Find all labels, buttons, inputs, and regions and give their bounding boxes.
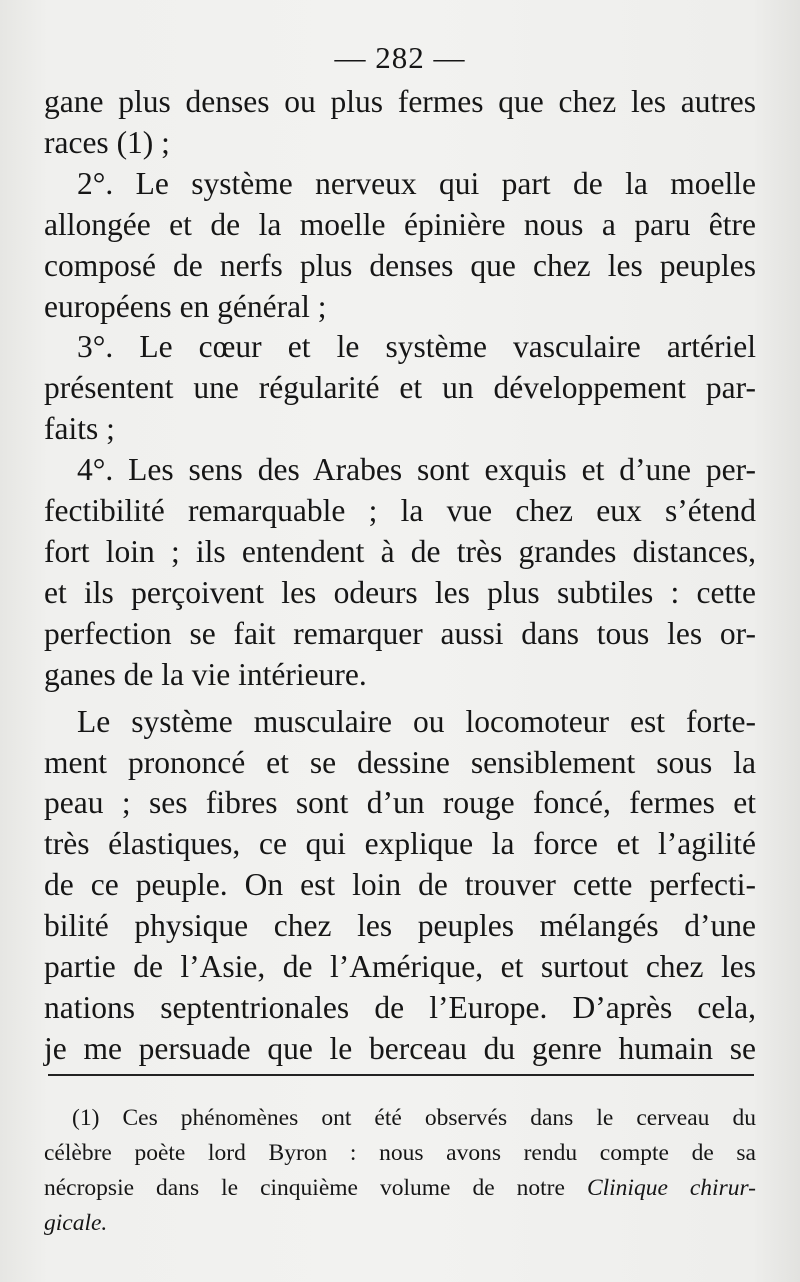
footnote-line — [44, 1171, 756, 1206]
page-number: — 282 — — [334, 40, 466, 75]
text-line: de ce peuple. On est loin de trouver cette perfecti- — [44, 867, 756, 903]
text-line: 4°. Les sens des Arabes sont exquis et d’une per- — [77, 452, 756, 488]
text-line: présentent une régularité et un développement par- — [44, 370, 756, 406]
text-line: peau ; ses fibres sont d’un rouge foncé, fermes et — [44, 785, 756, 821]
text-line: composé de nerfs plus denses que chez les peuples — [44, 247, 756, 283]
text-line: je me persuade que le berceau du genre humain se — [44, 1030, 756, 1066]
text-line: et ils perçoivent les odeurs les plus subtiles : cette — [44, 574, 756, 610]
text-line: Le système musculaire ou locomoteur est forte- — [77, 703, 756, 739]
text-line: ment prononcé et se dessine sensiblement sous la — [44, 744, 756, 780]
text-line: allongée et de la moelle épinière nous a paru être — [44, 206, 756, 242]
text-line: ganes de la vie intérieure. — [44, 656, 367, 692]
footnote-book-title: Clinique chirur- — [586, 1175, 756, 1201]
text-line: 3°. Le cœur et le système vasculaire artériel — [77, 329, 756, 365]
text-line: gane plus denses ou plus fermes que chez les autres — [44, 84, 756, 119]
footnote-divider — [48, 1074, 754, 1076]
text-line: faits ; — [44, 411, 115, 447]
footnote-line: (1) Ces phénomènes ont été observés dans le cerveau du — [72, 1105, 756, 1131]
text-line: races (1) ; — [44, 124, 170, 160]
text-line: perfection se fait remarquer aussi dans tous les or- — [44, 615, 756, 651]
text-line: fort loin ; ils entendent à de très grandes distances, — [44, 533, 756, 569]
main-text — [44, 82, 756, 1070]
text-line: 2°. Le système nerveux qui part de la moelle — [77, 165, 756, 201]
footnote-line: célèbre poète lord Byron : nous avons rendu compte de sa — [44, 1140, 756, 1166]
footnote — [44, 1101, 756, 1241]
footnote-book-title-end: gicale. — [44, 1210, 108, 1236]
text-line: fectibilité remarquable ; la vue chez eux s’étend — [44, 493, 756, 529]
text-line: partie de l’Asie, de l’Amérique, et surtout chez les — [44, 949, 756, 985]
text-line: bilité physique chez les peuples mélangés d’une — [44, 908, 756, 944]
text-line: nations septentrionales de l’Europe. D’après cela, — [44, 989, 756, 1025]
footnote-text: nécropsie dans le cinquième volume de notre — [44, 1175, 565, 1201]
text-line: très élastiques, ce qui explique la force et l’agilité — [44, 826, 756, 862]
text-line: européens en général ; — [44, 288, 327, 324]
